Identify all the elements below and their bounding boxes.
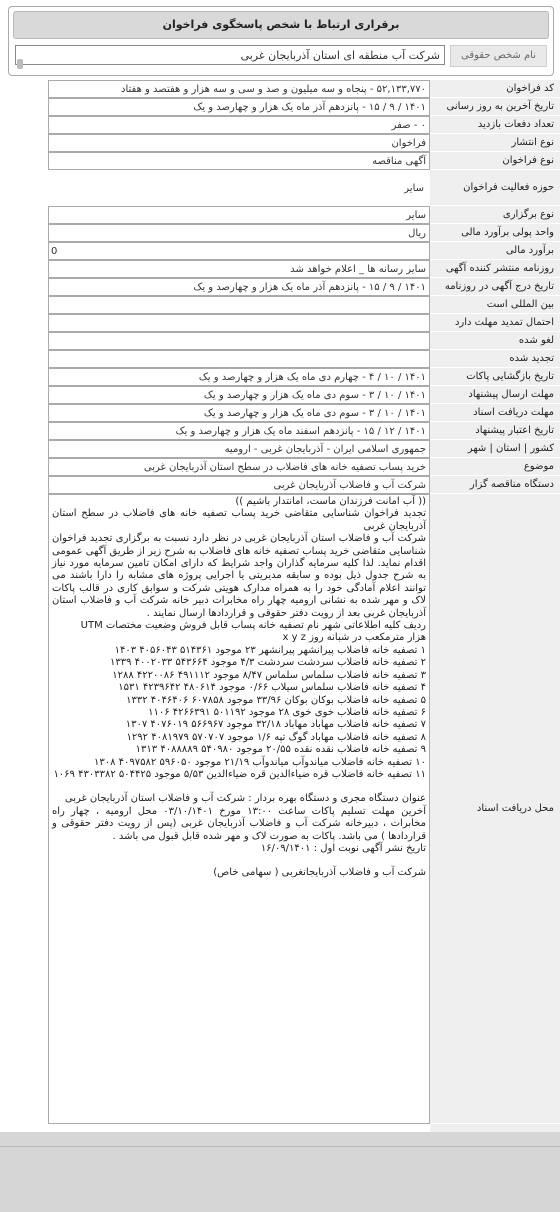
row-extension	[0, 314, 560, 332]
row-newspaper	[0, 260, 560, 278]
label-publish-type: نوع انتشار	[430, 134, 560, 152]
desc-line: تجدید فراخوان شناسایی متقاضی خرید پساب تصفیه خانه های فاضلاب در سطح استان آذربایجان غربی	[52, 508, 426, 532]
desc-line: آخرین مهلت تسلیم پاکات ساعت ۱۳:۰۰ مورخ ۰۳/۱۰/۱۴۰۱ محل ارومیه ، چهار راه مخابرات ، دبیرخانه شرکت آب و فاضلاب آذربایجان غربی (پس از رویت دفتر حقوقی و قراردادها ) می باشد. پاکات به صورت لاک و مهر شده قابل قبول می باشد .	[52, 805, 426, 842]
scroll-handle[interactable]	[17, 59, 23, 69]
footer-divider	[0, 1146, 560, 1147]
desc-line: ردیف کلیه اطلاعاتی شهر نام تصفیه خانه پساب قابل فروش وضعیت مختصات UTM	[80, 620, 426, 632]
row-code	[0, 80, 560, 98]
desc-line: ۱۰ تصفیه خانه فاضلاب میاندوآب میاندوآب ۲۱/۱۹ موجود ۵۹۶۰۵۰ ۴۰۹۷۵۸۲ ۱۳۰۸	[94, 756, 426, 768]
row-call-type	[0, 152, 560, 170]
row-activity	[0, 170, 560, 206]
row-doc-deadline	[0, 404, 560, 422]
label-newspaper-date: تاریخ درج آگهی در روزنامه	[430, 278, 560, 296]
row-international	[0, 296, 560, 314]
value-estimate: 0	[48, 242, 430, 260]
value-organizer: شرکت آب و فاضلاب آذربایجان غربی	[48, 476, 430, 494]
value-international	[48, 296, 430, 314]
label-validity: تاریخ اعتبار پیشنهاد	[430, 422, 560, 440]
value-cancelled	[48, 332, 430, 350]
label-activity: حوزه فعالیت فراخوان	[430, 170, 560, 206]
row-estimate	[0, 242, 560, 260]
company-label: نام شخص حقوقی	[450, 45, 547, 67]
row-renewed	[0, 350, 560, 368]
desc-line: شرکت آب و فاضلاب آذربایجانغربی ( سهامی خاص)	[213, 867, 426, 879]
value-location: جمهوری اسلامی ایران - آذربایجان غربی - ارومیه	[48, 440, 430, 458]
desc-line: ۴ تصفیه خانه فاضلاب سلماس سیلاب ۰/۶۶ موجود ۴۸۰۶۱۴ ۴۲۳۹۶۴۲ ۱۵۳۱	[118, 682, 426, 694]
desc-line: ۸ تصفیه خانه فاضلاب مهاباد گوگ تپه ۱/۶ موجود ۵۷۰۷۰۷ ۴۰۸۱۹۷۹ ۱۲۹۲	[126, 731, 426, 743]
row-doc-place	[0, 494, 560, 1124]
desc-line: شرکت آب و فاضلاب استان آذربایجان غربی در نظر دارد نسبت به برگزاری تجدید فراخوان شناسایی متقاضی خرید پساب تصفیه خانه های فاضلاب به شرح زیر از طریق آگهی عمومی اقدام نماید. لذا کلیه سرمایه گذاران واجد شرایط که دارای امکان تامین سرمایه مورد نیاز به شرح جدول ذیل بوده و سابقه مدیریتی یا اجرایی پروژه های مشابه را دارا باشند می توانند اعلام آمادگی خود را به همراه مدارک هویتی شرکت و سوابق کاری در قالب پاکات لاک و مهر شده به نشانی ارومیه چهار راه مخابرات دبیر خانه شرکت آب و فاضلاب استان آذربایجان غربی بعد از رویت دفتر حقوقی و قراردادها ارسال نمایند .	[52, 533, 426, 619]
label-views: تعداد دفعات بازدید	[430, 116, 560, 134]
row-currency	[0, 224, 560, 242]
row-cancelled	[0, 332, 560, 350]
row-subject	[0, 458, 560, 476]
value-submit-deadline: ۱۴۰۱ / ۱۰ / ۳ - سوم دی ماه یک هزار و چهارصد و یک	[48, 386, 430, 404]
value-last-update: ۱۴۰۱ / ۹ / ۱۵ - پانزدهم آذر ماه یک هزار و چهارصد و یک	[48, 98, 430, 116]
row-validity	[0, 422, 560, 440]
value-renewed	[48, 350, 430, 368]
label-organizer-type: نوع برگزاری	[430, 206, 560, 224]
desc-line: ۹ تصفیه خانه فاضلاب نقده نقده ۲۰/۵۵ موجود ۵۴۰۹۸۰ ۴۰۸۸۸۸۹ ۱۳۱۳	[135, 744, 426, 756]
value-call-type: آگهی مناقصه	[48, 152, 430, 170]
contact-panel	[8, 6, 554, 76]
desc-line: ۱۱ تصفیه خانه فاضلاب قره ضیاءالدین قره ضیاءالدین ۵/۵۳ موجود ۵۰۴۴۲۵ ۴۳۰۳۳۸۲ ۱۰۶۹	[53, 768, 426, 780]
desc-line: ۶ تصفیه خانه فاضلاب خوی خوی ۲۸ موجود ۵۰۱۱۹۲ ۴۲۶۶۳۹۱ ۱۱۰۶	[148, 706, 426, 718]
value-publish-type: فراخوان	[48, 134, 430, 152]
label-doc-deadline: مهلت دریافت اسناد	[430, 404, 560, 422]
desc-line: عنوان دستگاه مجری و دستگاه بهره بردار : شرکت آب و فاضلاب استان آذربایجان غربی	[64, 793, 426, 805]
desc-line: ۷ تصفیه خانه فاضلاب مهاباد مهاباد ۳۲/۱۸ موجود ۵۶۶۹۶۷ ۴۰۷۶۰۱۹ ۱۳۰۷	[125, 719, 426, 731]
label-call-type: نوع فراخوان	[430, 152, 560, 170]
description-text	[48, 494, 430, 1124]
value-doc-deadline: ۱۴۰۱ / ۱۰ / ۳ - سوم دی ماه یک هزار و چهارصد و یک	[48, 404, 430, 422]
row-organizer-type	[0, 206, 560, 224]
row-publish-type	[0, 134, 560, 152]
desc-line: هزار مترمکعب در شبانه روز x y z	[282, 632, 426, 644]
label-subject: موضوع	[430, 458, 560, 476]
desc-line: ۱ تصفیه خانه فاضلاب پیرانشهر پیرانشهر ۲۳ موجود ۵۱۴۳۶۱ ۴۰۵۶۰۴۳ ۱۴۰۳	[114, 644, 426, 656]
label-doc-place: محل دریافت اسناد	[430, 494, 560, 1124]
value-opening-date: ۱۴۰۱ / ۱۰ / ۴ - چهارم دی ماه یک هزار و چهارصد و یک	[48, 368, 430, 386]
label-location: کشور | استان | شهر	[430, 440, 560, 458]
value-newspaper-date: ۱۴۰۱ / ۹ / ۱۵ - پانزدهم آذر ماه یک هزار و چهارصد و یک	[48, 278, 430, 296]
row-views	[0, 116, 560, 134]
value-code: ۵۲,۱۳۳,۷۷۰ - پنجاه و سه میلیون و صد و سی و سه هزار و هفتصد و هفتاد	[48, 80, 430, 98]
row-submit-deadline	[0, 386, 560, 404]
label-newspaper: روزنامه منتشر کننده آگهی	[430, 260, 560, 278]
desc-line: ۳ تصفیه خانه فاضلاب سلماس سلماس ۸/۴۷ موجود ۴۹۱۱۱۲ ۴۲۲۰۰۸۶ ۱۲۸۸	[112, 669, 426, 681]
label-extension: احتمال تمدید مهلت دارد	[430, 314, 560, 332]
label-organizer: دستگاه مناقصه گزار	[430, 476, 560, 494]
label-international: بین المللی است	[430, 296, 560, 314]
company-field[interactable]: شرکت آب منطقه ای استان آذربایجان غربی	[15, 45, 445, 65]
label-cancelled: لغو شده	[430, 332, 560, 350]
row-location	[0, 440, 560, 458]
desc-line: تاریخ نشر آگهی نوبت اول : ۱۶/۰۹/۱۴۰۱	[260, 842, 426, 854]
label-renewed: تجدید شده	[430, 350, 560, 368]
value-currency: ریال	[48, 224, 430, 242]
value-newspaper: سایر رسانه ها _ اعلام خواهد شد	[48, 260, 430, 278]
contact-header[interactable]: برقراری ارتباط با شخص پاسخگوی فراخوان	[13, 11, 549, 39]
value-subject: خرید پساب تصفیه خانه های فاضلاب در سطح استان آذربایجان غربی	[48, 458, 430, 476]
label-code: کد فراخوان	[430, 80, 560, 98]
desc-line: ۲ تصفیه خانه فاضلاب سردشت سردشت ۴/۳ موجود ۵۴۳۶۶۴ ۴۰۰۲۰۳۳ ۱۳۳۹	[109, 657, 426, 669]
value-extension	[48, 314, 430, 332]
row-last-update	[0, 98, 560, 116]
row-organizer	[0, 476, 560, 494]
label-last-update: تاریخ آخرین به روز رسانی	[430, 98, 560, 116]
value-views: ۰ - صفر	[48, 116, 430, 134]
desc-line: ۵ تصفیه خانه فاضلاب بوکان بوکان ۳۳/۹۶ موجود ۶۰۷۸۵۸ ۴۰۴۶۴۰۶ ۱۳۳۲	[126, 694, 426, 706]
row-newspaper-date	[0, 278, 560, 296]
value-organizer-type: سایر	[48, 206, 430, 224]
label-currency: واحد پولی برآورد مالی	[430, 224, 560, 242]
label-estimate: برآورد مالی	[430, 242, 560, 260]
row-opening-date	[0, 368, 560, 386]
value-activity: سایر	[404, 182, 424, 194]
value-validity: ۱۴۰۱ / ۱۲ / ۱۵ - پانزدهم اسفند ماه یک هزار و چهارصد و یک	[48, 422, 430, 440]
label-opening-date: تاریخ بازگشایی پاکات	[430, 368, 560, 386]
label-submit-deadline: مهلت ارسال پیشنهاد	[430, 386, 560, 404]
desc-line: (( آب امانت فرزندان ماست، امانتدار باشیم ))	[235, 496, 426, 507]
footer-area	[0, 1132, 560, 1212]
